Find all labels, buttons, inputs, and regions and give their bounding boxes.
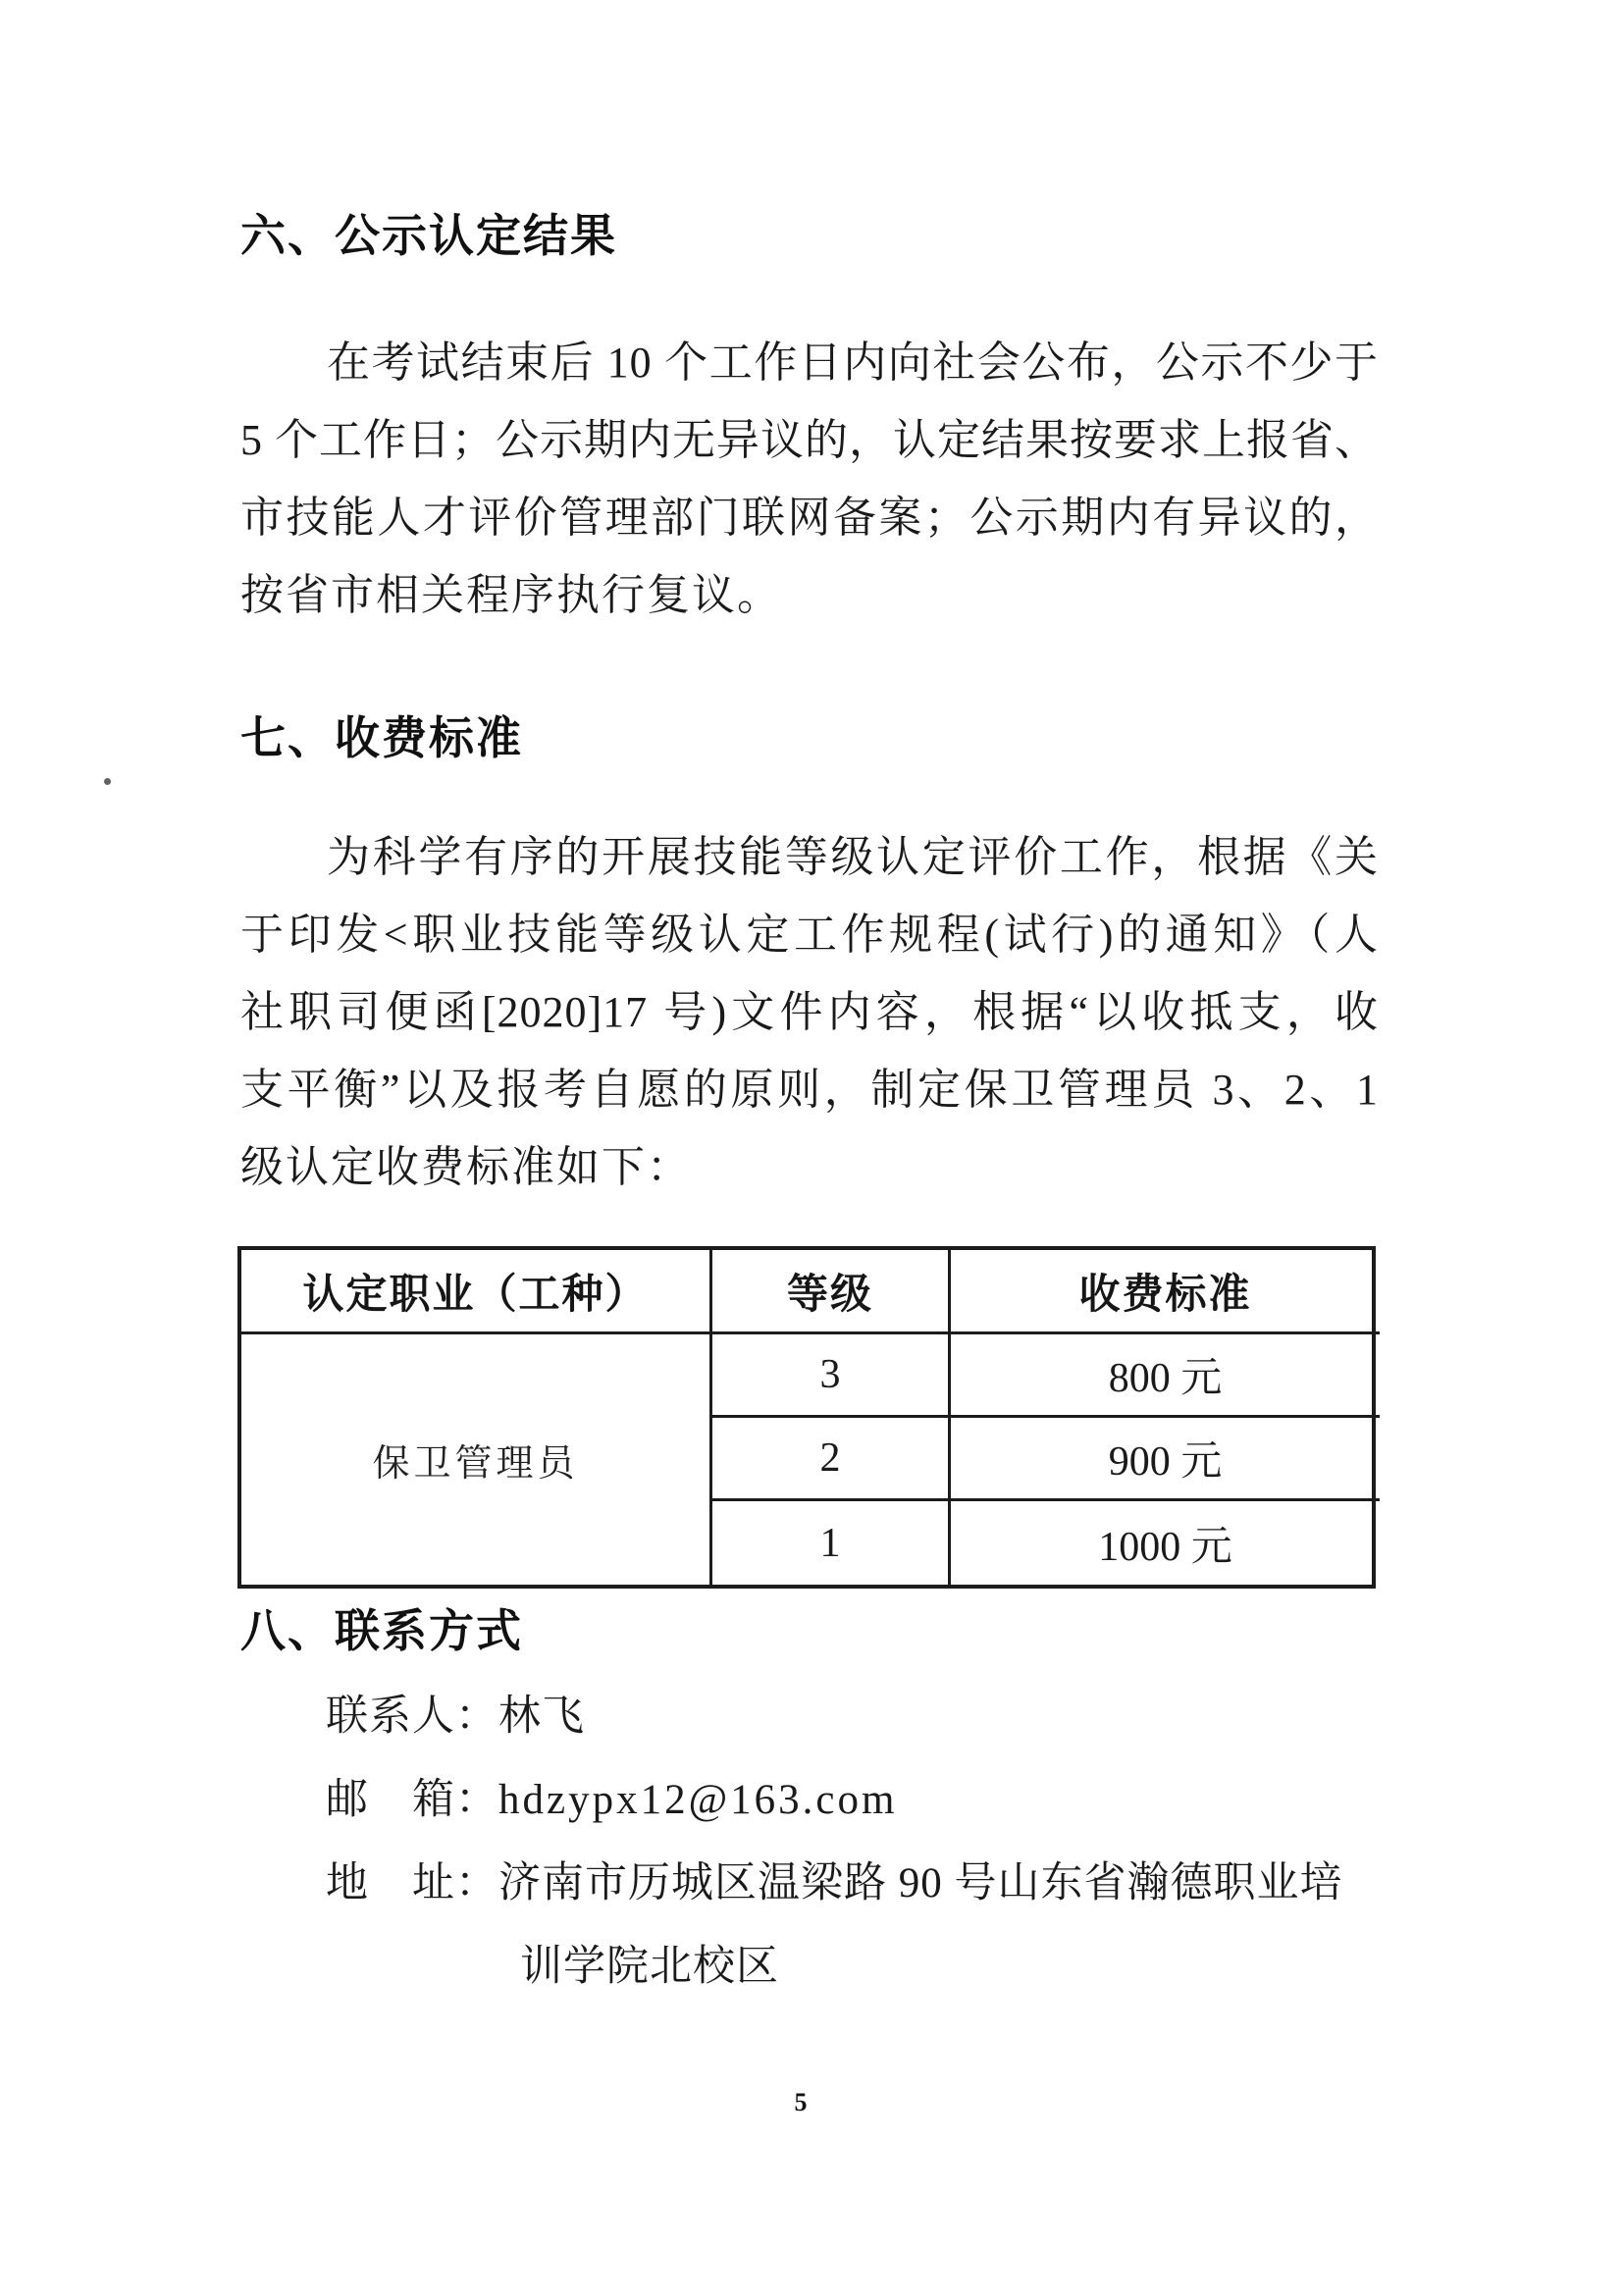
fee-table (237, 1246, 1376, 1589)
paragraph-line: 社职司便函[2020]17 号)文件内容，根据“以收抵支，收 (240, 988, 1379, 1036)
contact-person-line: 联系人：林飞 (326, 1694, 585, 1740)
table-cell-level: 1 (712, 1501, 951, 1585)
table-cell-fee: 1000 元 (1098, 1524, 1232, 1570)
scan-speck (104, 778, 111, 785)
table-cell-fee: 800 元 (951, 1334, 1380, 1418)
contact-address-line (326, 1842, 1415, 1925)
section8-heading: 八、联系方式 (240, 1605, 523, 1656)
paragraph-line: 于印发<职业技能等级认定工作规程(试行)的通知》（人 (240, 911, 1379, 959)
address-value: 济南市历城区温梁路 90 号山东省瀚德职业培 (498, 1860, 1343, 1906)
table-cell-fee: 900 元 (951, 1418, 1380, 1501)
paragraph-line: 按省市相关程序执行复议。 (240, 571, 782, 619)
section7-heading: 七、收费标准 (240, 712, 523, 763)
table-cell-occupation: 保卫管理员 (241, 1334, 712, 1585)
email-value: hdzypx12@163.com (498, 1777, 898, 1823)
paragraph-line: 级认定收费标准如下： (240, 1143, 692, 1191)
paragraph-line: 市技能人才评价管理部门联网备案；公示期内有异议的， (240, 494, 1379, 542)
address-label: 地 址： (326, 1860, 498, 1906)
contact-address-continuation: 训学院北校区 (520, 1944, 779, 1990)
contact-email-line (326, 1758, 1415, 1842)
email-label: 邮 箱： (326, 1777, 498, 1823)
table-header-occupation: 认定职业（工种） (241, 1250, 712, 1334)
section7-paragraph (240, 818, 1379, 1206)
table-cell-level: 3 (712, 1334, 951, 1418)
paragraph-line: 在考试结束后 10 个工作日内向社会公布，公示不少于 (327, 339, 1379, 387)
page-number: 5 (794, 2088, 808, 2116)
paragraph-line: 支平衡”以及报考自愿的原则，制定保卫管理员 3、2、1 (240, 1066, 1379, 1114)
table-header-fee: 收费标准 (951, 1250, 1380, 1334)
paragraph-line: 为科学有序的开展技能等级认定评价工作，根据《关 (327, 833, 1379, 881)
section6-heading: 六、公示认定结果 (240, 210, 617, 261)
table-header-level: 等级 (712, 1250, 951, 1334)
contact-block (326, 1675, 1415, 2009)
paragraph-line: 5 个工作日；公示期内无异议的，认定结果按要求上报省、 (240, 416, 1379, 464)
table-cell-level: 2 (712, 1418, 951, 1501)
section6-paragraph (240, 324, 1379, 634)
